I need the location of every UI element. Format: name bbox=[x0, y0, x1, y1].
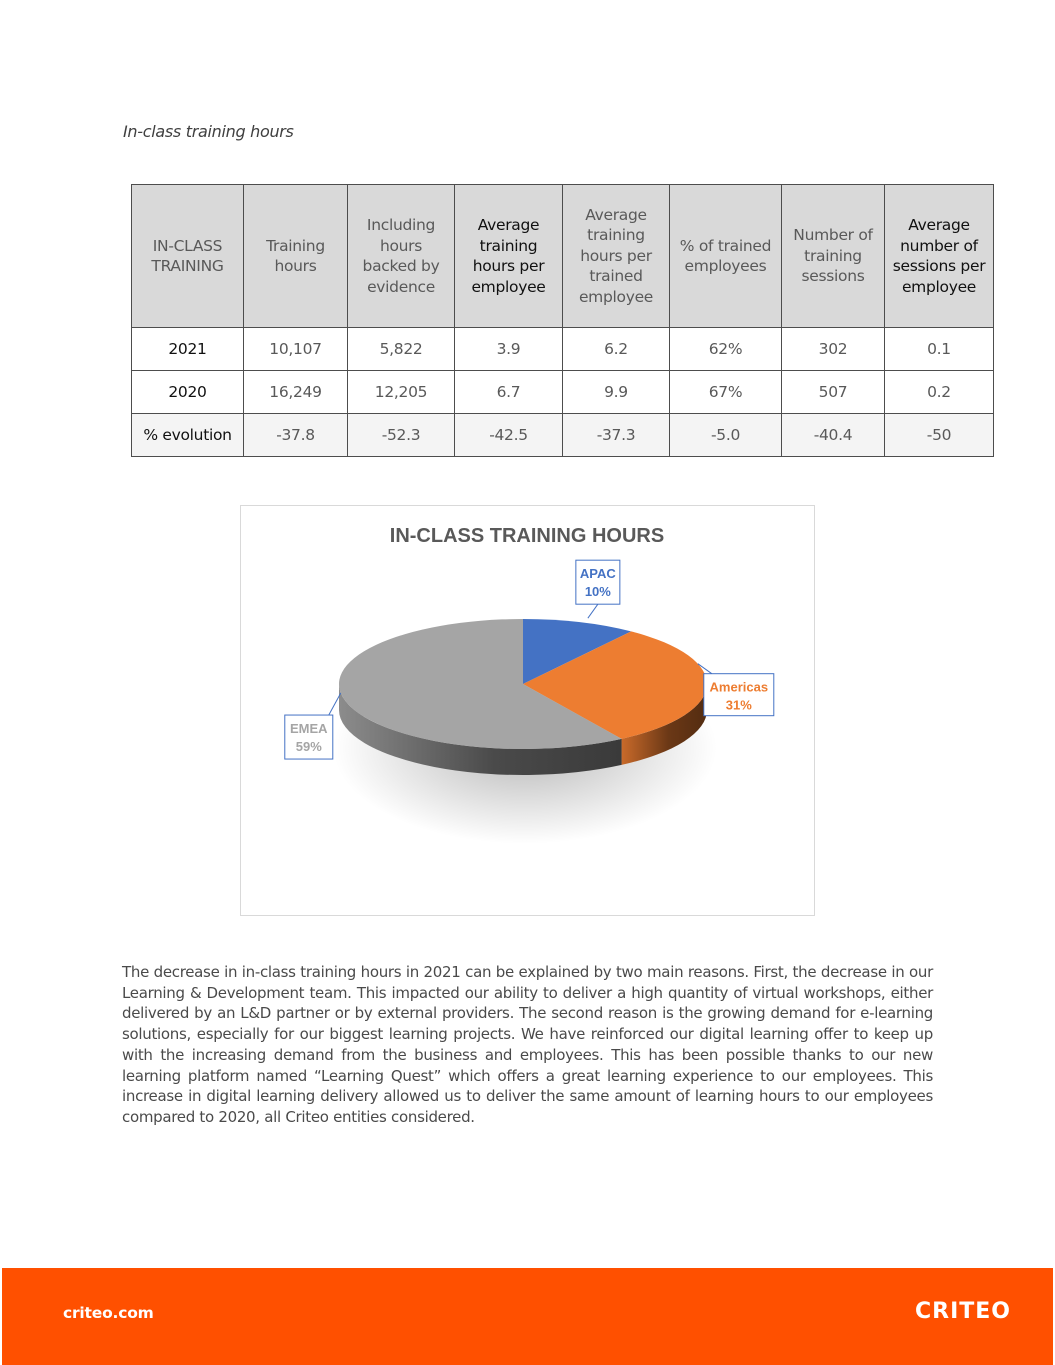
table-cell: 62% bbox=[670, 328, 782, 371]
table-cell: 0.2 bbox=[885, 371, 994, 414]
table-cell: 507 bbox=[782, 371, 885, 414]
table-cell: 67% bbox=[670, 371, 782, 414]
table-cell: 3.9 bbox=[455, 328, 563, 371]
header-avg-sessions-per-employee: Average number of sessions per employee bbox=[885, 185, 994, 328]
table-cell: -40.4 bbox=[782, 414, 885, 457]
header-avg-hours-per-trained-employee: Average training hours per trained employee bbox=[563, 185, 670, 328]
table-cell: 5,822 bbox=[348, 328, 455, 371]
table-caption: In-class training hours bbox=[123, 122, 294, 141]
training-table bbox=[131, 184, 994, 457]
table-row bbox=[132, 414, 994, 457]
footer-bar bbox=[2, 1268, 1053, 1365]
table-header-row bbox=[132, 185, 994, 328]
table-row bbox=[132, 371, 994, 414]
callout-line bbox=[329, 693, 341, 715]
table-row bbox=[132, 328, 994, 371]
table-cell: -37.3 bbox=[563, 414, 670, 457]
body-paragraph: The decrease in in-class training hours in 2021 can be explained by two main reasons. First, the decrease in our Learning & Development team. This impacted our ability to deliver a high quantity of virtual workshops, either delivered by an L&D partner or by external providers. The second reason is the growing demand for e-learning solutions, especially for our biggest learning projects. We have reinforced our digital learning offer to keep up with the increasing demand from the business and employees. This has been possible thanks to our new learning platform named “Learning Quest” which offers a great learning experience to our employees. This increase in digital learning delivery allowed us to deliver the same amount of learning hours to our employees compared to 2020, all Criteo entities considered. bbox=[122, 963, 933, 1126]
callout-value: 10% bbox=[584, 584, 611, 600]
row-label: 2021 bbox=[132, 328, 244, 371]
header-training-hours: Training hours bbox=[244, 185, 348, 328]
table-cell: 12,205 bbox=[348, 371, 455, 414]
table-cell: 10,107 bbox=[244, 328, 348, 371]
callout-americas bbox=[698, 664, 774, 716]
header-hours-backed-by-evidence: Including hours backed by evidence bbox=[348, 185, 455, 328]
table-cell: -50 bbox=[885, 414, 994, 457]
callout-category: APAC bbox=[579, 566, 616, 582]
header-number-of-sessions: Number of training sessions bbox=[782, 185, 885, 328]
callout-category: EMEA bbox=[290, 721, 328, 737]
footer-link[interactable]: criteo.com bbox=[63, 1304, 154, 1322]
table-cell: 16,249 bbox=[244, 371, 348, 414]
row-label: % evolution bbox=[132, 414, 244, 457]
callout-category: Americas bbox=[709, 679, 769, 695]
pie-tops bbox=[339, 619, 707, 749]
header-in-class-training: IN-CLASS TRAINING bbox=[132, 185, 244, 328]
row-label: 2020 bbox=[132, 371, 244, 414]
callout-value: 59% bbox=[295, 739, 322, 755]
table-cell: 0.1 bbox=[885, 328, 994, 371]
table-cell: -42.5 bbox=[455, 414, 563, 457]
table-cell: 302 bbox=[782, 328, 885, 371]
chart-title: IN-CLASS TRAINING HOURS bbox=[389, 525, 665, 547]
callout-value: 31% bbox=[725, 697, 752, 713]
callout-emea bbox=[285, 693, 341, 759]
table-cell: -5.0 bbox=[670, 414, 782, 457]
table-cell: 9.9 bbox=[563, 371, 670, 414]
table-cell: 6.7 bbox=[455, 371, 563, 414]
header-pct-trained-employees: % of trained employees bbox=[670, 185, 782, 328]
callout-apac bbox=[576, 560, 620, 618]
table-cell: 6.2 bbox=[563, 328, 670, 371]
table-cell: -37.8 bbox=[244, 414, 348, 457]
criteo-logo: CRITEO bbox=[914, 1299, 1011, 1324]
callout-line bbox=[588, 604, 598, 618]
header-avg-hours-per-employee: Average training hours per employee bbox=[455, 185, 563, 328]
pie-chart-svg bbox=[241, 506, 814, 915]
table-cell: -52.3 bbox=[348, 414, 455, 457]
pie-chart bbox=[240, 505, 815, 916]
